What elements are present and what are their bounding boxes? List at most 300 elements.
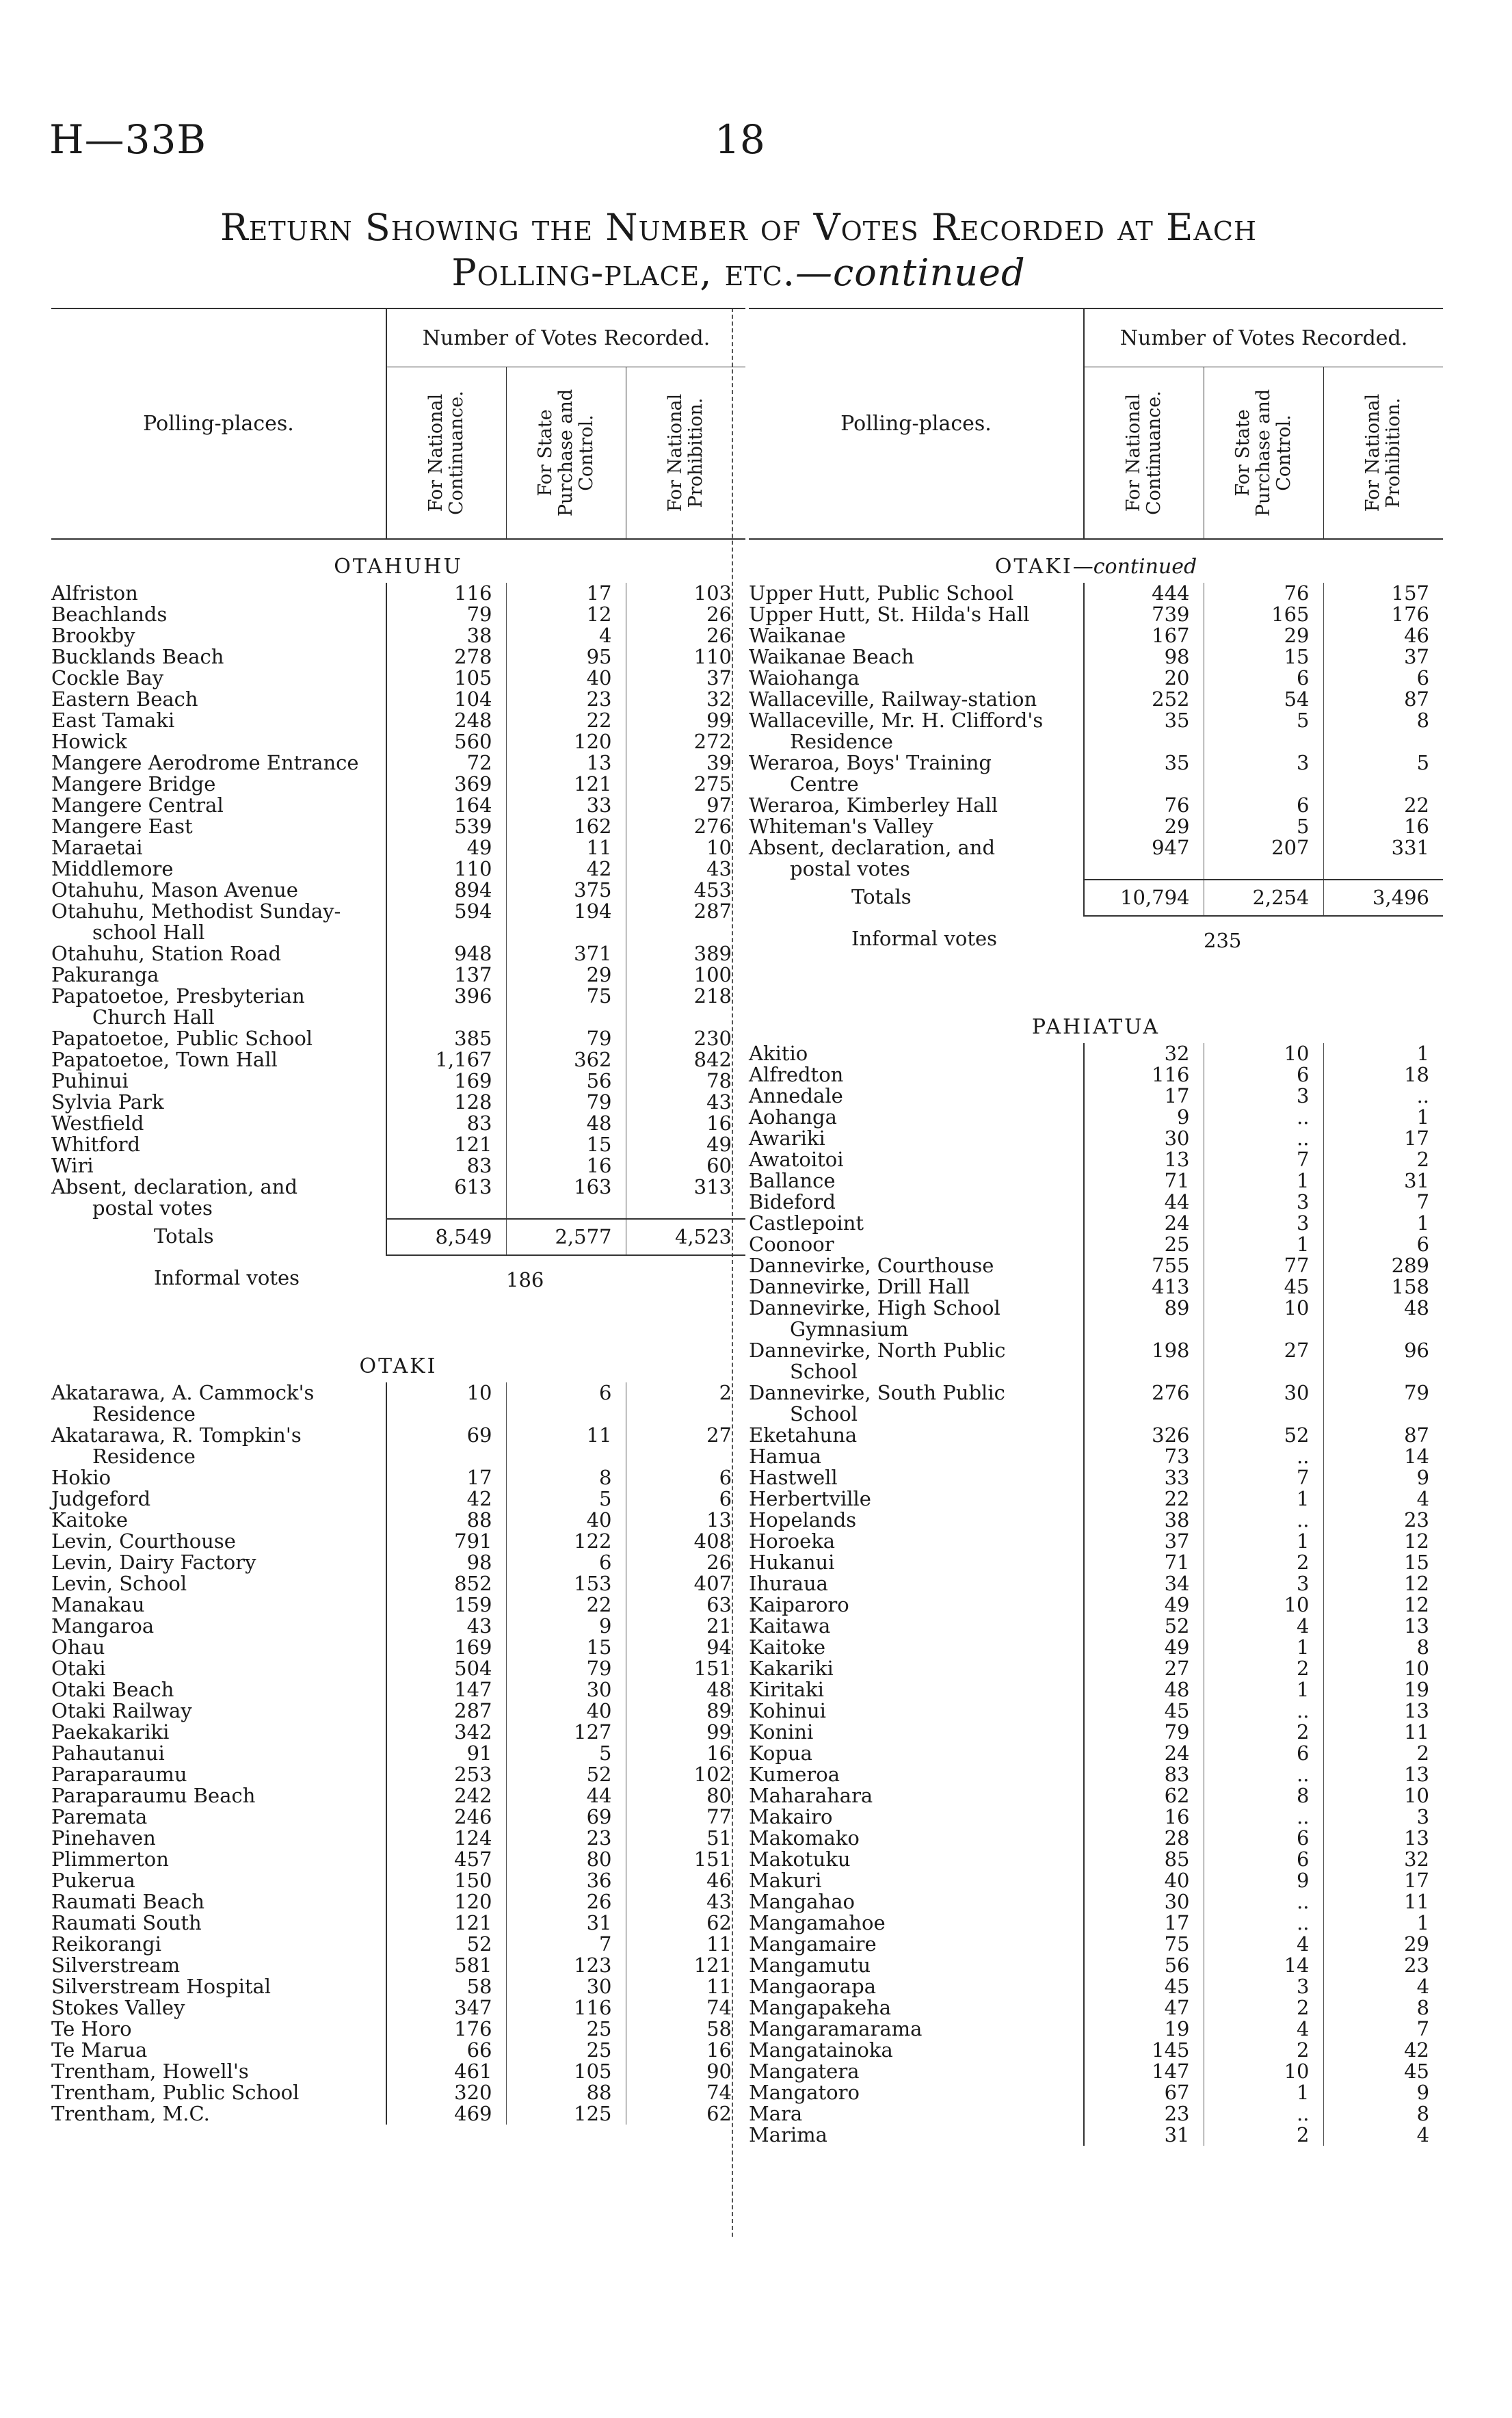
polling-place-name: Papatoetoe, Presbyterian xyxy=(51,984,305,1008)
table-row xyxy=(51,1870,745,1891)
state-purchase-value: .. xyxy=(1204,1510,1323,1531)
polling-place-name: Awariki xyxy=(749,1127,825,1150)
national-prohibition-value: 12 xyxy=(1323,1594,1443,1616)
table-row xyxy=(51,901,745,922)
state-purchase-value: 6 xyxy=(1204,1849,1323,1870)
national-continuance-value: 159 xyxy=(386,1594,506,1616)
national-prohibition-value: 49 xyxy=(626,1134,745,1155)
polling-place-name: Otahuhu, Mason Avenue xyxy=(51,878,298,902)
table-row xyxy=(749,1594,1443,1616)
table-row xyxy=(51,1997,745,2019)
national-continuance-value: 121 xyxy=(386,1134,506,1155)
table-row xyxy=(749,795,1443,816)
state-purchase-value: 3 xyxy=(1204,752,1323,774)
polling-place-name: Wallaceville, Railway-station xyxy=(749,687,1037,711)
national-prohibition-value: 13 xyxy=(1323,1764,1443,1785)
polling-place-name: Herbertville xyxy=(749,1487,871,1510)
otahuhu-totals xyxy=(51,1219,745,1339)
polling-place-name: Waikanae Beach xyxy=(749,645,914,668)
state-purchase-value xyxy=(506,922,626,943)
state-purchase-value: 15 xyxy=(1204,646,1323,668)
state-purchase-value: 4 xyxy=(1204,1616,1323,1637)
polling-place-name: Whiteman's Valley xyxy=(749,815,933,838)
national-continuance-value: 32 xyxy=(1084,1043,1204,1064)
polling-place-name: Akatarawa, A. Cammock's xyxy=(51,1381,315,1404)
page-number: 18 xyxy=(715,116,765,163)
national-prohibition-value: 46 xyxy=(1323,625,1443,646)
national-prohibition-value: 48 xyxy=(1323,1298,1443,1319)
polling-place-name: Mangamahoe xyxy=(749,1911,886,1934)
polling-place-name: Kohinui xyxy=(749,1699,826,1722)
national-continuance-value: 539 xyxy=(386,816,506,837)
table-row xyxy=(749,1700,1443,1722)
pahiatua-section xyxy=(749,1000,1443,2146)
table-row xyxy=(749,1255,1443,1276)
national-prohibition-value xyxy=(1323,731,1443,752)
polling-place-name: Mangatainoka xyxy=(749,2038,893,2062)
state-purchase-value: .. xyxy=(1204,1107,1323,1128)
otahuhu-informal-value: 186 xyxy=(506,1268,544,1291)
state-purchase-value: 162 xyxy=(506,816,626,837)
national-prohibition-value: 176 xyxy=(1323,604,1443,625)
national-continuance-value: 560 xyxy=(386,731,506,752)
national-continuance-value: 48 xyxy=(1084,1679,1204,1700)
national-continuance-value: 17 xyxy=(1084,1913,1204,1934)
polling-place-name: Dannevirke, High School xyxy=(749,1296,1000,1319)
polling-place-name: Judgeford xyxy=(51,1487,151,1510)
table-row xyxy=(51,1113,745,1134)
national-continuance-value: 147 xyxy=(1084,2061,1204,2082)
state-purchase-value: 1 xyxy=(1204,1170,1323,1192)
polling-place-name: Bideford xyxy=(749,1190,836,1213)
table-row xyxy=(749,1616,1443,1637)
national-prohibition-value: 110 xyxy=(626,646,745,668)
state-purchase-value: 79 xyxy=(506,1028,626,1049)
national-continuance-value: 444 xyxy=(1084,583,1204,604)
polling-place-name: Otaki Beach xyxy=(51,1678,174,1701)
state-purchase-value: 40 xyxy=(506,1510,626,1531)
polling-place-name: Absent, declaration, and xyxy=(51,1175,298,1198)
national-prohibition-value: 453 xyxy=(626,880,745,901)
table-row xyxy=(749,1446,1443,1467)
national-prohibition-value: 80 xyxy=(626,1785,745,1806)
polling-place-name: Akitio xyxy=(749,1042,808,1065)
national-continuance-value xyxy=(1084,858,1204,880)
national-continuance-value xyxy=(386,922,506,943)
polling-places-header-right: Polling-places. xyxy=(749,308,1084,539)
national-continuance-value: 40 xyxy=(1084,1870,1204,1891)
national-prohibition-value: 62 xyxy=(626,2103,745,2125)
table-row xyxy=(51,1552,745,1573)
polling-place-name: Howick xyxy=(51,730,127,753)
national-prohibition-value: 45 xyxy=(1323,2061,1443,2082)
polling-place-name: Eketahuna xyxy=(749,1423,858,1447)
national-continuance-value: 52 xyxy=(386,1934,506,1955)
national-continuance-value: 347 xyxy=(386,1997,506,2019)
state-purchase-value: 194 xyxy=(506,901,626,922)
polling-place-name: Mangere Bridge xyxy=(51,772,216,796)
polling-place-name: Te Marua xyxy=(51,2038,148,2062)
state-purchase-value: 36 xyxy=(506,1870,626,1891)
national-continuance-value xyxy=(1084,1404,1204,1425)
table-row xyxy=(749,1828,1443,1849)
national-continuance-value: 30 xyxy=(1084,1891,1204,1913)
national-prohibition-value: 23 xyxy=(1323,1510,1443,1531)
polling-place-name: Whitford xyxy=(51,1133,141,1156)
national-prohibition-value: 58 xyxy=(626,2019,745,2040)
table-row xyxy=(749,858,1443,880)
state-purchase-value: 3 xyxy=(1204,1192,1323,1213)
state-purchase-value: 23 xyxy=(506,1828,626,1849)
table-row xyxy=(749,583,1443,604)
national-continuance-value: 167 xyxy=(1084,625,1204,646)
polling-place-name: Coonoor xyxy=(749,1233,834,1256)
table-row xyxy=(749,1552,1443,1573)
national-prohibition-value: 4 xyxy=(1323,1976,1443,1997)
national-continuance-value: 613 xyxy=(386,1177,506,1198)
national-continuance-value: 25 xyxy=(1084,1234,1204,1255)
national-continuance-value: 35 xyxy=(1084,710,1204,731)
national-prohibition-value: 2 xyxy=(626,1382,745,1404)
polling-place-name: Bucklands Beach xyxy=(51,645,224,668)
state-purchase-value xyxy=(506,1007,626,1028)
table-row xyxy=(51,1743,745,1764)
state-purchase-value: 15 xyxy=(506,1637,626,1658)
state-purchase-value: 6 xyxy=(506,1552,626,1573)
state-purchase-value: 1 xyxy=(1204,1637,1323,1658)
state-purchase-value: 22 xyxy=(506,710,626,731)
polling-place-name: Mangatera xyxy=(749,2060,860,2083)
national-continuance-value: 385 xyxy=(386,1028,506,1049)
state-purchase-value: 123 xyxy=(506,1955,626,1976)
state-purchase-value: 6 xyxy=(1204,1064,1323,1086)
otahuhu-total-prohibition: 4,523 xyxy=(626,1219,745,1255)
polling-place-name: Otaki xyxy=(51,1657,106,1680)
national-prohibition-value: 63 xyxy=(626,1594,745,1616)
national-prohibition-value: 11 xyxy=(1323,1891,1443,1913)
state-purchase-value: 5 xyxy=(506,1743,626,1764)
state-purchase-value: 23 xyxy=(506,689,626,710)
table-row xyxy=(749,774,1443,795)
state-purchase-value: 11 xyxy=(506,1425,626,1446)
table-row xyxy=(749,1997,1443,2019)
state-purchase-value: 1 xyxy=(1204,1488,1323,1510)
national-continuance-value: 24 xyxy=(1084,1743,1204,1764)
table-row xyxy=(749,2082,1443,2103)
votes-group-header: Number of Votes Recorded. xyxy=(386,308,745,367)
national-prohibition-value: 17 xyxy=(1323,1870,1443,1891)
polling-place-name: Sylvia Park xyxy=(51,1090,164,1114)
otahuhu-total-continuance: 8,549 xyxy=(386,1219,506,1255)
national-prohibition-header-right: For National Prohibition. xyxy=(1323,367,1443,540)
table-row xyxy=(51,2019,745,2040)
national-prohibition-value: 74 xyxy=(626,2082,745,2103)
title-line-2-main: Polling-place, etc. xyxy=(451,251,795,294)
state-purchase-value: 69 xyxy=(506,1806,626,1828)
state-purchase-value: 153 xyxy=(506,1573,626,1594)
table-row xyxy=(749,1298,1443,1319)
polling-place-name: Levin, Dairy Factory xyxy=(51,1551,256,1574)
national-continuance-value: 83 xyxy=(386,1155,506,1177)
table-row xyxy=(51,1177,745,1198)
table-row xyxy=(51,1679,745,1700)
state-purchase-value: 9 xyxy=(506,1616,626,1637)
polling-place-name: Plimmerton xyxy=(51,1848,169,1871)
polling-place-name: Mangahao xyxy=(749,1890,855,1913)
state-purchase-value: 2 xyxy=(1204,1552,1323,1573)
table-row xyxy=(749,2040,1443,2061)
national-continuance-value: 413 xyxy=(1084,1276,1204,1298)
polling-place-name: Castlepoint xyxy=(749,1211,864,1235)
state-purchase-value: 3 xyxy=(1204,1976,1323,1997)
polling-place-name: Hamua xyxy=(749,1445,822,1468)
table-row xyxy=(51,1700,745,1722)
national-continuance-value: 19 xyxy=(1084,2019,1204,2040)
table-row xyxy=(51,1849,745,1870)
polling-place-name: Absent, declaration, and xyxy=(749,836,996,859)
table-row xyxy=(51,646,745,668)
polling-place-name: Waikanae xyxy=(749,624,846,647)
polling-place-name: Paremata xyxy=(51,1805,148,1828)
polling-place-name: Kaiparoro xyxy=(749,1593,849,1616)
national-continuance-value: 852 xyxy=(386,1573,506,1594)
national-continuance-value: 17 xyxy=(1084,1086,1204,1107)
national-continuance-value: 198 xyxy=(1084,1340,1204,1361)
table-row xyxy=(749,1743,1443,1764)
national-prohibition-value: 7 xyxy=(1323,1192,1443,1213)
polling-place-name: Mangere Central xyxy=(51,793,224,817)
national-continuance-value: 43 xyxy=(386,1616,506,1637)
polling-place-name: Pukerua xyxy=(51,1869,135,1892)
polling-place-name: Weraroa, Kimberley Hall xyxy=(749,793,998,817)
state-purchase-value: 7 xyxy=(1204,1467,1323,1488)
national-continuance-value: 248 xyxy=(386,710,506,731)
table-row xyxy=(749,1870,1443,1891)
national-prohibition-value: 77 xyxy=(626,1806,745,1828)
polling-place-name: Kakariki xyxy=(749,1657,834,1680)
table-row xyxy=(51,986,745,1007)
state-purchase-value: 163 xyxy=(506,1177,626,1198)
polling-place-name: Ihuraua xyxy=(749,1572,828,1595)
national-prohibition-value: 103 xyxy=(626,583,745,604)
polling-place-name: Alfredton xyxy=(749,1063,844,1086)
national-continuance-value: 1,167 xyxy=(386,1049,506,1070)
state-purchase-value: 25 xyxy=(506,2019,626,2040)
polling-place-name: Cockle Bay xyxy=(51,666,164,689)
national-prohibition-value: 151 xyxy=(626,1849,745,1870)
national-continuance-value: 396 xyxy=(386,986,506,1007)
national-continuance-value: 89 xyxy=(1084,1298,1204,1319)
national-prohibition-value: 2 xyxy=(1323,1149,1443,1170)
national-prohibition-value xyxy=(1323,1319,1443,1340)
national-continuance-value: 71 xyxy=(1084,1552,1204,1573)
national-prohibition-value: 13 xyxy=(1323,1616,1443,1637)
state-purchase-value: 88 xyxy=(506,2082,626,2103)
table-row xyxy=(749,837,1443,858)
table-row xyxy=(749,1955,1443,1976)
national-prohibition-value: 78 xyxy=(626,1070,745,1092)
polling-place-name: Residence xyxy=(790,730,893,753)
national-continuance-value: 31 xyxy=(1084,2125,1204,2146)
national-continuance-value: 947 xyxy=(1084,837,1204,858)
state-purchase-value: 10 xyxy=(1204,1043,1323,1064)
otahuhu-section xyxy=(51,539,745,1219)
national-prohibition-value: 1 xyxy=(1323,1213,1443,1234)
national-prohibition-value: 22 xyxy=(1323,795,1443,816)
state-purchase-value: .. xyxy=(1204,1446,1323,1467)
state-purchase-value: 2 xyxy=(1204,2040,1323,2061)
table-row xyxy=(51,816,745,837)
national-prohibition-value: 29 xyxy=(1323,1934,1443,1955)
national-prohibition-value: 389 xyxy=(626,943,745,964)
otaki-total-continuance: 10,794 xyxy=(1084,880,1204,916)
national-prohibition-value xyxy=(626,1198,745,1219)
national-prohibition-value xyxy=(1323,858,1443,880)
table-row xyxy=(749,1170,1443,1192)
table-row xyxy=(749,1086,1443,1107)
table-row xyxy=(51,1155,745,1177)
table-row xyxy=(749,1107,1443,1128)
table-row xyxy=(749,668,1443,689)
national-continuance-value: 71 xyxy=(1084,1170,1204,1192)
national-prohibition-value: 32 xyxy=(1323,1849,1443,1870)
table-row xyxy=(749,689,1443,710)
national-continuance-value: 110 xyxy=(386,858,506,880)
national-continuance-value: 504 xyxy=(386,1658,506,1679)
page-title xyxy=(137,205,1340,295)
national-continuance-header-right: For National Continuance. xyxy=(1084,367,1204,540)
state-purchase-value: 95 xyxy=(506,646,626,668)
state-purchase-value: 2 xyxy=(1204,1658,1323,1679)
national-continuance-value: 67 xyxy=(1084,2082,1204,2103)
table-row xyxy=(749,1679,1443,1700)
national-continuance-value: 79 xyxy=(1084,1722,1204,1743)
state-purchase-value: 42 xyxy=(506,858,626,880)
table-row xyxy=(51,943,745,964)
polling-place-name: Mangamutu xyxy=(749,1954,871,1977)
table-row xyxy=(749,1404,1443,1425)
national-prohibition-value: 2 xyxy=(1323,1743,1443,1764)
polling-place-name: Trentham, M.C. xyxy=(51,2102,210,2125)
polling-place-name: Paraparaumu xyxy=(51,1763,187,1786)
national-prohibition-value: 43 xyxy=(626,1092,745,1113)
state-purchase-value: 10 xyxy=(1204,2061,1323,2082)
national-prohibition-value xyxy=(626,922,745,943)
state-purchase-value: 371 xyxy=(506,943,626,964)
polling-place-name: Church Hall xyxy=(92,1006,215,1029)
table-row xyxy=(749,1891,1443,1913)
national-prohibition-value: 6 xyxy=(626,1467,745,1488)
state-purchase-value xyxy=(1204,1319,1323,1340)
national-continuance-value: 91 xyxy=(386,1743,506,1764)
national-prohibition-value: 94 xyxy=(626,1637,745,1658)
table-row xyxy=(749,1976,1443,1997)
polling-place-name: Mangere Aerodrome Entrance xyxy=(51,751,359,774)
table-row xyxy=(51,880,745,901)
state-purchase-value: 2 xyxy=(1204,1722,1323,1743)
state-purchase-value: .. xyxy=(1204,1806,1323,1828)
polling-place-name: Residence xyxy=(92,1402,196,1425)
table-row xyxy=(51,1637,745,1658)
polling-place-name: Makomako xyxy=(749,1826,860,1850)
table-row xyxy=(749,1531,1443,1552)
national-prohibition-value: 99 xyxy=(626,710,745,731)
polling-place-name: Levin, Courthouse xyxy=(51,1529,236,1553)
national-continuance-value: 342 xyxy=(386,1722,506,1743)
state-purchase-value: 6 xyxy=(1204,795,1323,816)
state-purchase-value: 29 xyxy=(1204,625,1323,646)
polling-place-name: Otaki Railway xyxy=(51,1699,192,1722)
polling-place-name: Hopelands xyxy=(749,1508,857,1532)
polling-place-name: Kumeroa xyxy=(749,1763,840,1786)
table-row xyxy=(51,1658,745,1679)
table-row xyxy=(51,689,745,710)
polling-place-name: East Tamaki xyxy=(51,709,175,732)
national-continuance-value xyxy=(386,1198,506,1219)
table-row xyxy=(749,1425,1443,1446)
national-prohibition-value: 48 xyxy=(626,1679,745,1700)
national-prohibition-value: 26 xyxy=(626,604,745,625)
polling-place-name: Kaitoke xyxy=(749,1635,826,1659)
national-prohibition-value: 4 xyxy=(1323,2125,1443,2146)
national-prohibition-value: 8 xyxy=(1323,1997,1443,2019)
national-prohibition-value: 9 xyxy=(1323,1467,1443,1488)
table-row xyxy=(749,1234,1443,1255)
state-purchase-value xyxy=(1204,1404,1323,1425)
table-row xyxy=(51,2103,745,2125)
national-prohibition-value: 11 xyxy=(626,1934,745,1955)
table-row xyxy=(749,1934,1443,1955)
polling-place-name: Makuri xyxy=(749,1869,822,1892)
national-continuance-value: 72 xyxy=(386,752,506,774)
national-continuance-value: 457 xyxy=(386,1849,506,1870)
national-prohibition-header: For National Prohibition. xyxy=(626,367,745,540)
national-continuance-value: 83 xyxy=(1084,1764,1204,1785)
polling-place-name: Waiohanga xyxy=(749,666,860,689)
national-continuance-value: 83 xyxy=(386,1113,506,1134)
national-continuance-value: 37 xyxy=(1084,1531,1204,1552)
national-continuance-value: 34 xyxy=(1084,1573,1204,1594)
polling-place-name: Te Horo xyxy=(51,2017,132,2040)
polling-place-name: Pakuranga xyxy=(51,963,159,986)
national-prohibition-value: 1 xyxy=(1323,1107,1443,1128)
national-prohibition-value: 43 xyxy=(626,858,745,880)
national-continuance-value: 73 xyxy=(1084,1446,1204,1467)
state-purchase-value: 26 xyxy=(506,1891,626,1913)
state-purchase-value: 44 xyxy=(506,1785,626,1806)
otaki-total-prohibition: 3,496 xyxy=(1323,880,1443,916)
national-prohibition-value: 31 xyxy=(1323,1170,1443,1192)
national-continuance-value: 30 xyxy=(1084,1128,1204,1149)
national-continuance-value: 121 xyxy=(386,1913,506,1934)
polling-place-name: Upper Hutt, St. Hilda's Hall xyxy=(749,603,1030,626)
table-row xyxy=(51,1467,745,1488)
section-heading-otahuhu: OTAHUHU xyxy=(334,555,463,579)
national-prohibition-value: 74 xyxy=(626,1997,745,2019)
table-row xyxy=(51,858,745,880)
national-prohibition-value: 287 xyxy=(626,901,745,922)
national-prohibition-value: 6 xyxy=(1323,1234,1443,1255)
otaki-total-state: 2,254 xyxy=(1204,880,1323,916)
national-prohibition-value: 26 xyxy=(626,625,745,646)
national-continuance-value xyxy=(1084,731,1204,752)
national-prohibition-value: 51 xyxy=(626,1828,745,1849)
polling-place-name: Aohanga xyxy=(749,1105,837,1129)
state-purchase-value: 52 xyxy=(506,1764,626,1785)
state-purchase-value: 375 xyxy=(506,880,626,901)
polling-places-header: Polling-places. xyxy=(51,308,386,539)
state-purchase-value: 17 xyxy=(506,583,626,604)
